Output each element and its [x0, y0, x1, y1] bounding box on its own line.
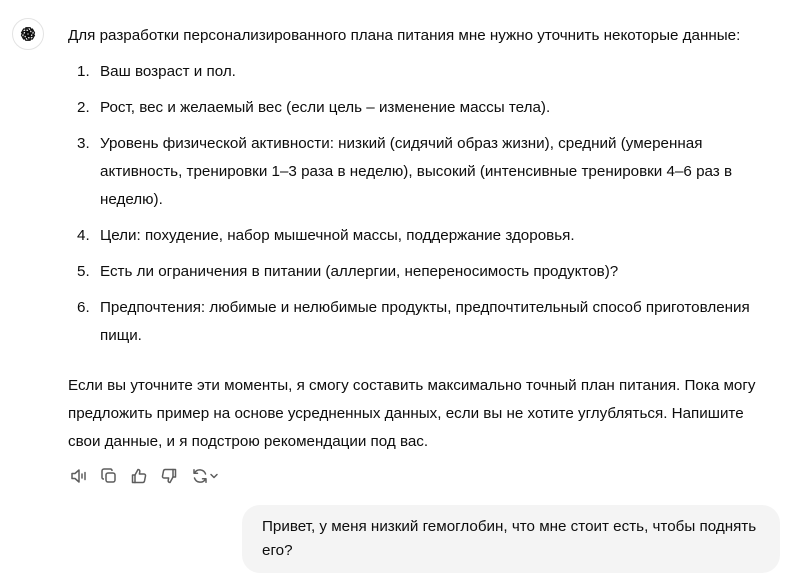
assistant-outro: Если вы уточните эти моменты, я смогу составить максимально точный план питания. Пока могу предложить пример на основе усредненных данных, если вы не хотите углубляться. Напишите свои данные, и я подстрою рекомендации под вас. [68, 377, 756, 450]
list-item [68, 258, 788, 286]
list-item-number: 3. [77, 135, 90, 152]
list-item [68, 294, 788, 350]
list-item [68, 58, 788, 86]
assistant-intro: Для разработки персонализированного плана питания мне нужно уточнить некоторые данные: [68, 27, 741, 44]
list-item-text: Уровень физической активности: низкий (сидячий образ жизни), средний (умеренная активность, тренировки 1–3 раза в неделю), высокий (интенсивные тренировки 4–6 раз в неделю). [100, 135, 733, 208]
user-message-text: Привет, у меня низкий гемоглобин, что мне стоит есть, чтобы поднять его? [262, 518, 757, 559]
list-item-text: Рост, вес и желаемый вес (если цель – изменение массы тела). [100, 99, 551, 116]
user-message-bubble [242, 505, 780, 573]
list-item-number: 6. [77, 299, 90, 316]
copy-button[interactable] [98, 464, 120, 488]
good-response-button[interactable] [128, 464, 150, 488]
list-item [68, 130, 788, 214]
list-item-text: Предпочтения: любимые и нелюбимые продукты, предпочтительный способ приготовления пищи. [100, 299, 750, 344]
read-aloud-button[interactable] [68, 464, 90, 488]
chevron-down-icon [209, 471, 219, 481]
list-item [68, 94, 788, 122]
copy-icon [100, 467, 118, 485]
thumbs-up-icon [130, 467, 148, 485]
list-item-text: Есть ли ограничения в питании (аллергии, непереносимость продуктов)? [100, 263, 619, 280]
list-item-number: 2. [77, 99, 90, 116]
thumbs-down-icon [160, 467, 178, 485]
regenerate-button[interactable] [188, 464, 222, 488]
list-item-number: 4. [77, 227, 90, 244]
list-item-text: Ваш возраст и пол. [100, 63, 236, 80]
assistant-avatar [12, 18, 44, 50]
speaker-icon [70, 467, 88, 485]
openai-logo-icon [18, 24, 38, 44]
list-item [68, 222, 788, 250]
regenerate-icon [191, 467, 209, 485]
assistant-message [68, 22, 788, 456]
list-item-number: 5. [77, 263, 90, 280]
bad-response-button[interactable] [158, 464, 180, 488]
list-item-text: Цели: похудение, набор мышечной массы, поддержание здоровья. [100, 227, 575, 244]
list-item-number: 1. [77, 63, 90, 80]
requirements-list [68, 58, 788, 350]
message-actions [68, 464, 222, 488]
